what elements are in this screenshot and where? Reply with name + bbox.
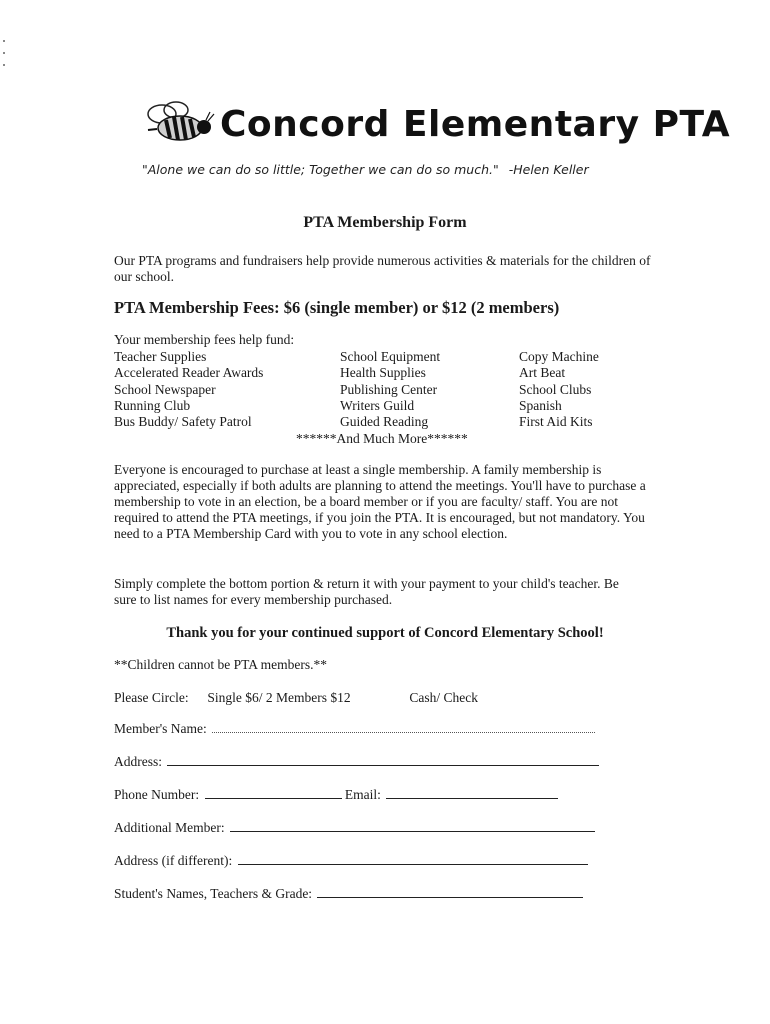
fund-item: Running Club bbox=[114, 397, 191, 413]
additional-member-row bbox=[114, 819, 595, 836]
phone-label: Phone Number: bbox=[114, 787, 200, 802]
fund-item: Accelerated Reader Awards bbox=[114, 365, 264, 381]
fund-item: Guided Reading bbox=[340, 414, 429, 430]
encourage-paragraph: Everyone is encouraged to purchase at least a single membership. A family membership is appreciated, especially if both adults are planning to attend the meetings. You'll have to purchase a membership to vote in an election, be a board member or if you are faculty/ staff. You are not required to attend the PTA meetings, if you join the PTA. It is encouraged, but not mandatory. You need to a PTA Membership Card with you to vote in any school election. bbox=[114, 462, 646, 541]
phone-field[interactable] bbox=[205, 786, 342, 799]
membership-options[interactable]: Single $6/ 2 Members $12 bbox=[207, 690, 351, 705]
quote bbox=[142, 162, 589, 177]
fund-item: Health Supplies bbox=[340, 365, 426, 381]
scan-mark bbox=[3, 52, 5, 54]
intro-paragraph: Our PTA programs and fundraisers help provide numerous activities & materials for the children of our school. bbox=[114, 253, 651, 284]
address-field[interactable] bbox=[167, 753, 599, 766]
fund-item: Spanish bbox=[519, 397, 562, 413]
fund-item: Copy Machine bbox=[519, 349, 599, 364]
students-row bbox=[114, 885, 583, 902]
fund-item: First Aid Kits bbox=[519, 414, 593, 430]
address-if-different-field[interactable] bbox=[238, 852, 588, 865]
fund-item: Bus Buddy/ Safety Patrol bbox=[114, 414, 252, 430]
address-label: Address: bbox=[114, 754, 162, 769]
fund-item: School Equipment bbox=[340, 349, 441, 364]
fund-item: Publishing Center bbox=[340, 381, 438, 397]
please-circle-label: Please Circle: bbox=[114, 690, 189, 705]
fund-column-1 bbox=[114, 349, 263, 430]
fund-item: School Clubs bbox=[519, 381, 592, 397]
email-label: Email: bbox=[344, 787, 381, 802]
member-name-row bbox=[114, 720, 595, 737]
instructions-paragraph: Simply complete the bottom portion & return it with your payment to your child's teacher. Be sure to list names for every membership purchased. bbox=[114, 576, 619, 607]
fund-column-3 bbox=[519, 349, 599, 430]
children-note: **Children cannot be PTA members.** bbox=[114, 657, 328, 672]
page-title: Concord Elementary PTA bbox=[220, 104, 731, 145]
quote-text: "Alone we can do so little; Together we can do so much." bbox=[142, 162, 499, 177]
additional-member-label: Additional Member: bbox=[114, 820, 225, 835]
and-much-more: ******And Much More****** bbox=[296, 431, 468, 446]
member-name-label: Member's Name: bbox=[114, 721, 207, 736]
students-field[interactable] bbox=[317, 885, 583, 898]
students-label: Student's Names, Teachers & Grade: bbox=[114, 886, 313, 901]
phone-email-row bbox=[114, 786, 558, 803]
payment-options[interactable]: Cash/ Check bbox=[409, 690, 478, 705]
fund-column-2 bbox=[340, 349, 440, 430]
email-field[interactable] bbox=[386, 786, 558, 799]
scan-mark bbox=[3, 40, 5, 42]
address-row bbox=[114, 753, 599, 770]
fees-heading: PTA Membership Fees: $6 (single member) or $12 (2 members) bbox=[114, 298, 560, 317]
quote-author: -Helen Keller bbox=[508, 162, 589, 177]
additional-member-field[interactable] bbox=[230, 819, 595, 832]
fund-item: Writers Guild bbox=[340, 397, 415, 413]
fund-intro: Your membership fees help fund: bbox=[114, 332, 295, 347]
please-circle-row bbox=[114, 690, 478, 706]
thank-you-message: Thank you for your continued support of Concord Elementary School! bbox=[166, 625, 604, 641]
member-name-field[interactable] bbox=[212, 720, 595, 733]
fund-item: Art Beat bbox=[519, 365, 566, 381]
bee-logo-icon bbox=[140, 100, 218, 148]
fund-item: Teacher Supplies bbox=[114, 349, 207, 364]
address-if-different-row bbox=[114, 852, 588, 869]
fund-item: School Newspaper bbox=[114, 381, 216, 397]
address-if-different-label: Address (if different): bbox=[114, 853, 233, 868]
form-title: PTA Membership Form bbox=[303, 214, 467, 231]
scan-mark bbox=[3, 64, 5, 66]
